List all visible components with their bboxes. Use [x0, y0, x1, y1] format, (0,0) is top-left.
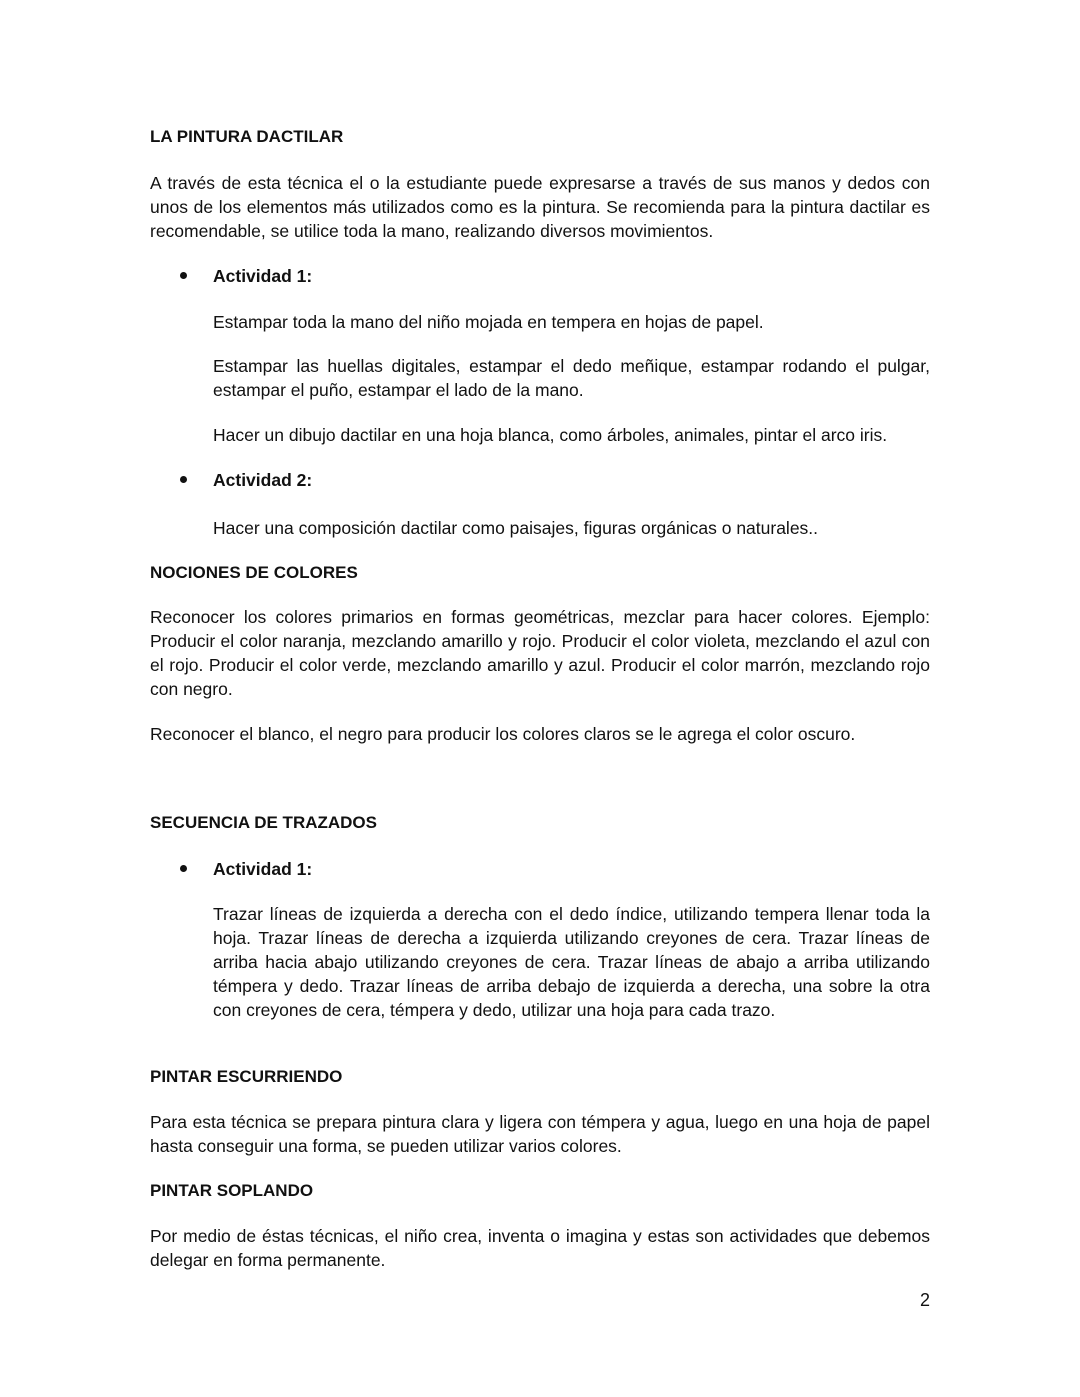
- bullet-icon: [180, 476, 187, 483]
- page-number: 2: [919, 1290, 930, 1310]
- bullet-actividad-1-trazados: [180, 857, 880, 881]
- paragraph-colores-2: Reconocer el blanco, el negro para producir los colores claros se le agrega el color oscuro.: [150, 724, 856, 744]
- bullet-actividad-1: [180, 264, 880, 288]
- heading-nociones-colores: NOCIONES DE COLORES: [150, 563, 358, 582]
- paragraph-trazados: Trazar líneas de izquierda a derecha con el dedo índice, utilizando tempera llenar toda la hoja. Trazar líneas de derecha a izquierda utilizando creyones de cera. Trazar líneas de arriba hacia abajo utilizando creyones de cera. Trazar líneas de abajo a arriba utilizando témpera y dedo. Trazar líneas de arriba debajo de izquierda a derecha, una sobre la otra con creyones de cera, témpera y dedo, utilizar una hoja para cada trazo.: [213, 904, 930, 1020]
- paragraph-soplando: Por medio de éstas técnicas, el niño crea, inventa o imagina y estas son actividades que debemos delegar en forma permanente.: [150, 1226, 930, 1270]
- paragraph-escurriendo: Para esta técnica se prepara pintura clara y ligera con témpera y agua, luego en una hoja de papel hasta conseguir una forma, se pueden utilizar varios colores.: [150, 1112, 930, 1156]
- bullet-label: Actividad 1:: [213, 859, 313, 879]
- bullet-label: Actividad 1:: [213, 266, 313, 286]
- bullet-icon: [180, 865, 187, 872]
- heading-secuencia-trazados: SECUENCIA DE TRAZADOS: [150, 813, 377, 832]
- activity-item: Estampar las huellas digitales, estampar el dedo meñique, estampar rodando el pulgar, estampar el puño, estampar el lado de la mano.: [213, 356, 930, 400]
- heading-pintura-dactilar: LA PINTURA DACTILAR: [150, 127, 344, 146]
- paragraph-dactilar-intro: A través de esta técnica el o la estudiante puede expresarse a través de sus manos y dedos con unos de los elementos más utilizados como es la pintura. Se recomienda para la pintura dactilar es recomendable, se utilice toda la mano, realizando diversos movimientos.: [150, 173, 930, 241]
- activity-item: Estampar toda la mano del niño mojada en tempera en hojas de papel.: [213, 312, 764, 332]
- activity-item: Hacer un dibujo dactilar en una hoja blanca, como árboles, animales, pintar el arco iris.: [213, 425, 888, 445]
- bullet-label: Actividad 2:: [213, 470, 313, 490]
- heading-pintar-escurriendo: PINTAR ESCURRIENDO: [150, 1067, 343, 1086]
- heading-pintar-soplando: PINTAR SOPLANDO: [150, 1181, 314, 1200]
- activity-item: Hacer una composición dactilar como paisajes, figuras orgánicas o naturales..: [213, 518, 819, 538]
- bullet-icon: [180, 272, 187, 279]
- bullet-actividad-2: [180, 468, 880, 492]
- paragraph-colores-1: Reconocer los colores primarios en formas geométricas, mezclar para hacer colores. Ejemplo: Producir el color naranja, mezclando amarillo y rojo. Producir el color violeta, mezclando el azul con el rojo. Producir el color verde, mezclando amarillo y azul. Producir el color marrón, mezclando rojo con negro.: [150, 607, 930, 699]
